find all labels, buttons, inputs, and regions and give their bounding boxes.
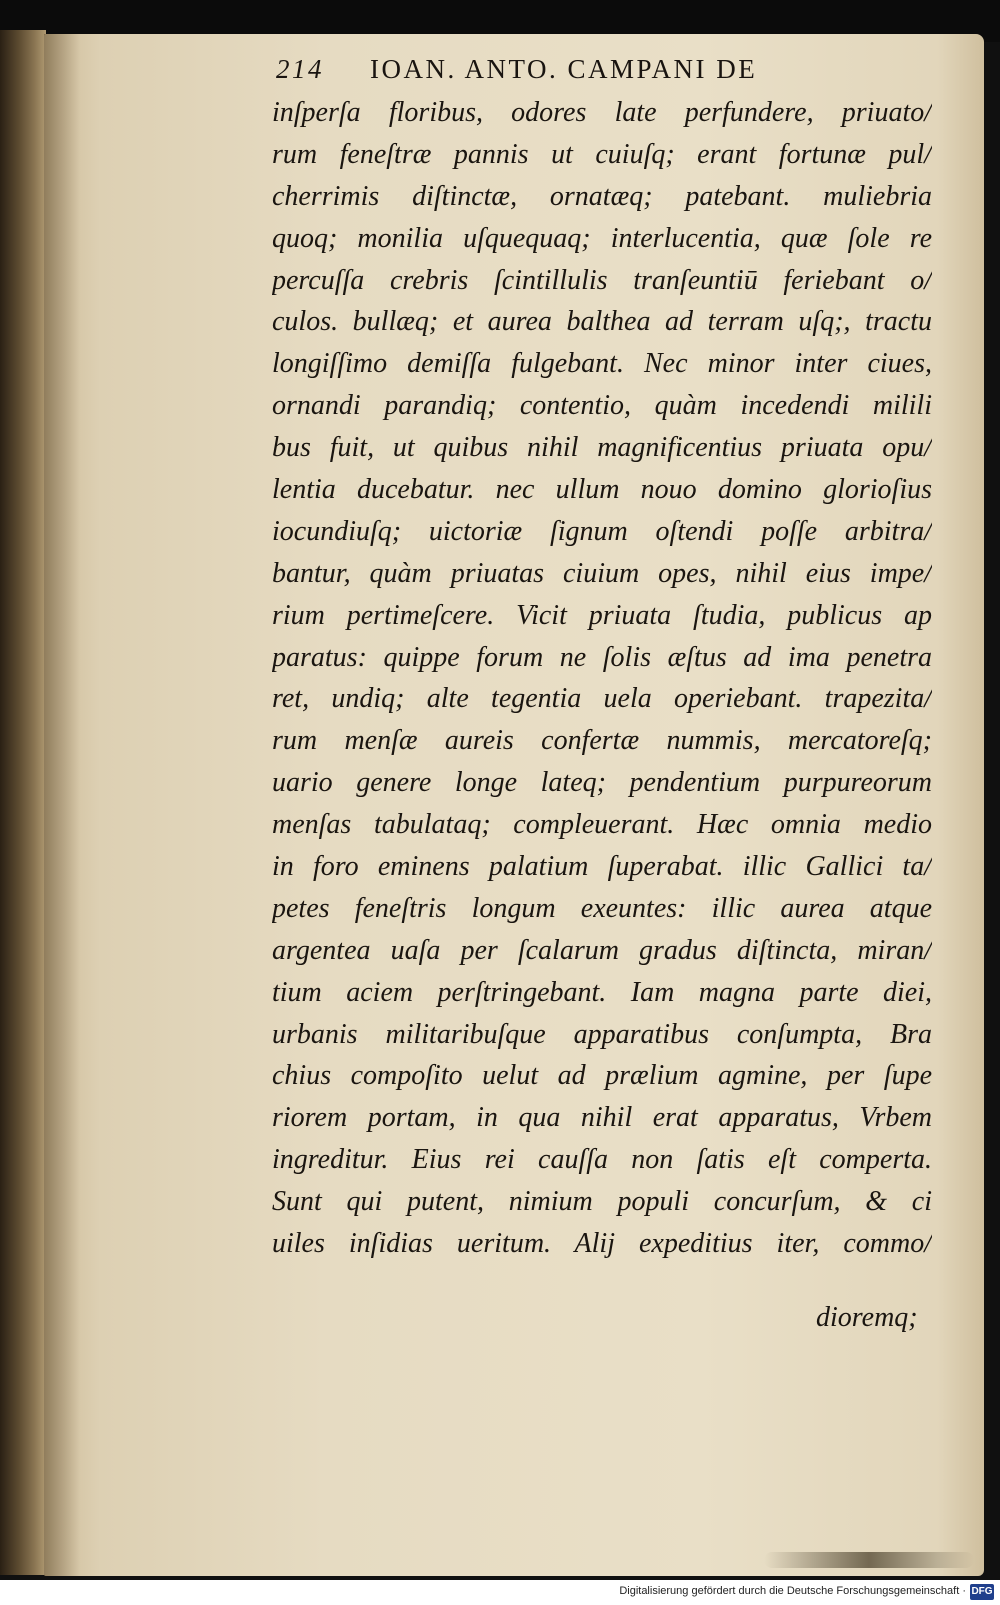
text-line: rium pertimeſcere. Vicit priuata ſtudia, publicus ap <box>272 599 932 631</box>
text-line: menſas tabulataq; compleuerant. Hæc omnia medio <box>272 809 932 841</box>
text-line: petes feneſtris longum exeuntes: illic aurea atque <box>272 892 932 924</box>
text-line: rum feneſtræ pannis ut cuiuſq; erant fortunæ pul/ <box>272 138 932 170</box>
text-line: ornandi parandiq; contentio, quàm incedendi milili <box>272 390 932 422</box>
text-line: uario genere longe lateq; pendentium purpureorum <box>272 767 932 799</box>
text-line: ingreditur. Eius rei cauſſa non ſatis eſt comperta. <box>272 1144 932 1176</box>
text-line: ret, undiq; alte tegentia uela operiebant. trapezita/ <box>272 683 932 715</box>
text-line: percuſſa crebris ſcintillulis tranſeuntiū feriebant o/ <box>272 264 932 296</box>
text-line: lentia ducebatur. nec ullum nouo domino glorioſius <box>272 474 932 506</box>
text-line: riorem portam, in qua nihil erat apparatus, Vrbem <box>272 1102 932 1134</box>
text-line: paratus: quippe forum ne ſolis æſtus ad ima penetra <box>272 641 932 673</box>
page-header <box>276 54 936 94</box>
funding-notice: Digitalisierung gefördert durch die Deutsche Forschungsgemeinschaft · <box>619 1585 966 1597</box>
text-line: inſperſa floribus, odores late perfundere, priuato/ <box>272 97 932 128</box>
text-line: argentea uaſa per ſcalarum gradus diſtincta, miran/ <box>272 934 932 966</box>
catchword: dioremq; <box>816 1302 918 1333</box>
text-line: chius compoſito uelut ad prælium agmine, per ſupe <box>272 1060 932 1092</box>
footer-bar <box>0 1580 1000 1605</box>
text-line: uiles inſidias ueritum. Alij expeditius iter, commo/ <box>272 1228 932 1260</box>
text-line: urbanis militaribuſque apparatibus conſumpta, Bra <box>272 1018 932 1050</box>
page-number: 214 <box>276 54 324 84</box>
text-line: bantur, quàm priuatas ciuium opes, nihil eius impe/ <box>272 557 932 589</box>
text-line: bus fuit, ut quibus nihil magnificentius priuata opu/ <box>272 432 932 464</box>
page-bottom-stain <box>764 1552 974 1568</box>
dfg-logo: DFG <box>970 1584 994 1600</box>
text-line: Sunt qui putent, nimium populi concurſum, & ci <box>272 1186 932 1218</box>
body-text <box>272 92 932 1265</box>
text-line: cherrimis diſtinctæ, ornatæq; patebant. muliebria <box>272 180 932 212</box>
text-line: longiſſimo demiſſa fulgebant. Nec minor inter ciues, <box>272 348 932 380</box>
text-line: quoq; monilia uſquequaq; interlucentia, quæ ſole re <box>272 222 932 254</box>
text-line: in foro eminens palatium ſuperabat. illic Gallici ta/ <box>272 851 932 883</box>
book-spine-edge <box>0 30 46 1575</box>
text-line: culos. bullæq; et aurea balthea ad terram uſq;, tractu <box>272 306 932 338</box>
text-line: tium aciem perſtringebant. Iam magna parte diei, <box>272 976 932 1008</box>
text-line: iocundiuſq; uictoriæ ſignum oſtendi poſſe arbitra/ <box>272 515 932 547</box>
running-head: IOAN. ANTO. CAMPANI DE <box>370 54 758 84</box>
gutter-shadow <box>44 34 80 1576</box>
text-line: rum menſæ aureis confertæ nummis, mercatoreſq; <box>272 725 932 757</box>
